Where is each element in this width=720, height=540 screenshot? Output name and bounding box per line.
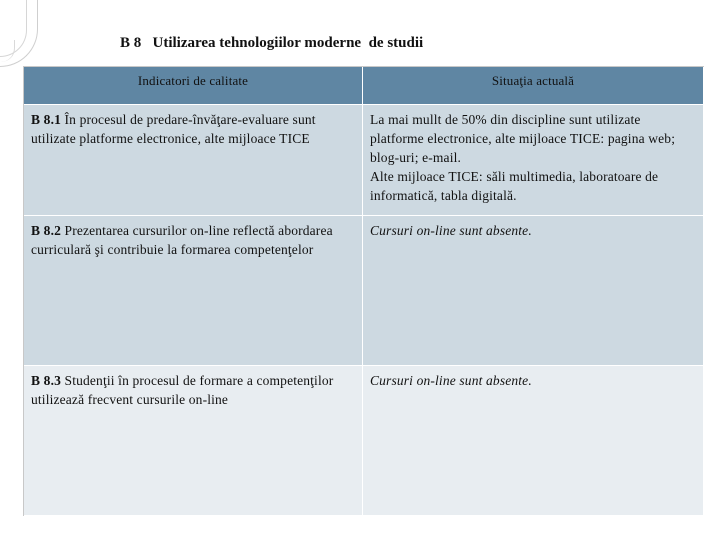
indicator-code: B 8.2: [31, 223, 62, 238]
quality-indicators-table: [23, 66, 704, 516]
indicator-text: Studenţii în procesul de formare a competenţilor utilizează frecvent cursurile on-line: [31, 373, 334, 407]
indicator-cell-b82: [24, 216, 363, 366]
situation-cell-b83: [363, 366, 704, 516]
header-current-situation: Situaţia actuală: [363, 67, 704, 105]
situation-text: Cursuri on-line sunt absente.: [370, 373, 532, 388]
indicator-cell-b81: [24, 105, 363, 216]
indicator-cell-b83: [24, 366, 363, 516]
header-indicators: Indicatori de calitate: [24, 67, 363, 105]
situation-text: Cursuri on-line sunt absente.: [370, 223, 532, 238]
situation-text: Alte mijloace TICE: săli multimedia, laboratoare de informatică, tabla digitală.: [370, 169, 659, 203]
indicator-code: B 8.3: [31, 373, 62, 388]
situation-cell-b82: [363, 216, 704, 366]
indicator-text: Prezentarea cursurilor on-line reflectă abordarea curriculară şi contribuie la formarea competenţelor: [31, 223, 333, 257]
indicator-text: În procesul de predare-învăţare-evaluare sunt utilizate platforme electronice, alte mijloace TICE: [31, 112, 316, 146]
situation-cell-b81: [363, 105, 704, 216]
indicator-code: B 8.1: [31, 112, 62, 127]
situation-text: La mai mullt de 50% din discipline sunt utilizate platforme electronice, alte mijloace TICE: pagina web; blog-uri; e-mail.: [370, 112, 676, 165]
page-title: B 8 Utilizarea tehnologiilor moderne de studii: [120, 35, 424, 51]
